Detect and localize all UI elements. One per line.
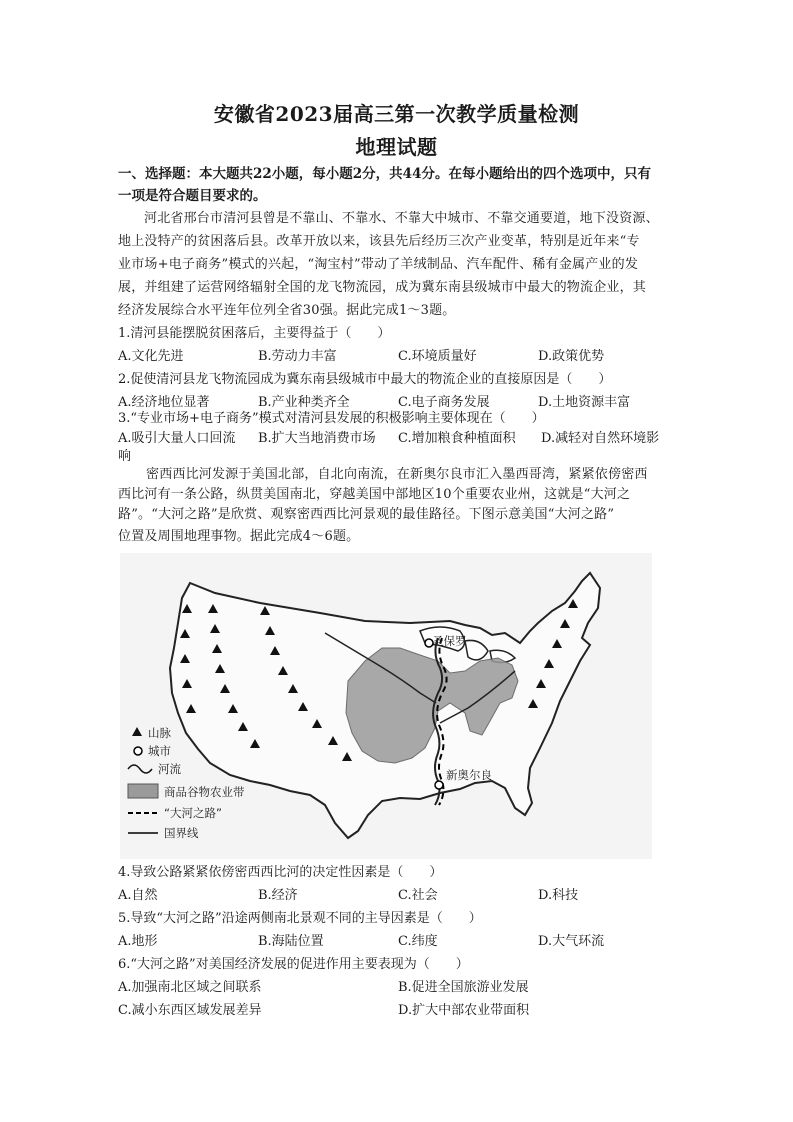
city-new-orleans-label: 新奥尔良 [446,768,492,782]
q2-option-b: B.产业种类齐全 [258,395,350,410]
legend-mountain-icon [132,727,142,736]
page-subtitle: 地理试题 [355,135,438,159]
legend-road-label: “大河之路” [164,806,222,820]
section-instruction-line1: 一、选择题：本大题共22小题，每小题2分，共44分。在每小题给出的四个选项中，只有 [118,166,651,182]
passage1-line: 经济发展综合水平连年位列全省30强。据此完成1～3题。 [118,303,456,318]
question-2-stem: 2.促使清河县龙飞物流园成为冀东南县级城市中最大的物流企业的直接原因是（ ） [118,372,612,387]
section-instruction-line2: 一项是符合题目要求的。 [118,188,267,204]
usa-map-svg [120,553,652,859]
q5-option-c: C.纬度 [398,934,438,949]
question-4-stem: 4.导致公路紧紧依傍密西西比河的决定性因素是（ ） [118,865,443,880]
q1-option-a: A.文化先进 [118,349,184,364]
q3-option-a: A.吸引大量人口回流 [118,431,236,446]
q4-option-a: A.自然 [118,888,158,903]
passage2-line: 位置及周围地理事物。据此完成4～6题。 [118,529,360,544]
q3-option-c: C.增加粮食种植面积 [398,431,516,446]
passage2-line: 西比河有一条公路，纵贯美国南北，穿越美国中部地区10个重要农业州，这就是“大河之 [118,487,631,502]
q6-option-b: B.促进全国旅游业发展 [398,980,529,995]
q3-option-d-wrap: 响 [118,449,132,464]
q1-option-d: D.政策优势 [538,349,605,364]
city-st-paul-label: 圣保罗 [432,634,467,648]
q2-option-d: D.土地资源丰富 [538,395,631,410]
question-3-stem: 3.“专业市场+电子商务”模式对清河县发展的积极影响主要体现在（ ） [118,411,545,426]
passage1-line: 河北省邢台市清河县曾是不靠山、不靠水、不靠大中城市、不靠交通要道，地下没资源、 [144,211,659,226]
q4-option-c: C.社会 [398,888,438,903]
q5-option-d: D.大气环流 [538,934,605,949]
q6-option-d: D.扩大中部农业带面积 [398,1003,530,1018]
q1-option-c: C.环境质量好 [398,349,477,364]
q4-option-b: B.经济 [258,888,298,903]
q5-option-a: A.地形 [118,934,158,949]
passage1-line: 展，并组建了运营网络辐射全国的龙飞物流园，成为冀东南县级城市中最大的物流企业，其 [118,280,647,295]
legend-city-label: 城市 [148,744,171,758]
passage2-line: 密西西比河发源于美国北部，自北向南流，在新奥尔良市汇入墨西哥湾，紧紧依傍密西 [146,467,648,482]
q3-option-d: D.减轻对自然环境影 [541,431,660,446]
q5-option-b: B.海陆位置 [258,934,324,949]
q6-option-c: C.减小东西区域发展差异 [118,1003,262,1018]
page-title: 安徽省2023届高三第一次教学质量检测 [213,102,580,126]
legend-river-label: 河流 [158,762,181,776]
passage1-line: 业市场+电子商务”模式的兴起，“淘宝村”带动了羊绒制品、汽车配件、稀有金属产业的发 [118,257,639,272]
q4-option-d: D.科技 [538,888,579,903]
q6-option-a: A.加强南北区域之间联系 [118,980,262,995]
q3-option-b: B.扩大当地消费市场 [258,431,376,446]
city-new-orleans-marker [435,781,443,789]
q1-option-b: B.劳动力丰富 [258,349,337,364]
legend-city-icon [134,747,142,755]
legend-river-icon [128,765,152,773]
legend-agri-swatch [128,784,158,798]
passage2-line: 路”。“大河之路”是欣赏、观察密西西比河景观的最佳路径。下图示意美国“大河之路” [118,507,615,522]
legend-agri-label: 商品谷物农业带 [164,785,245,799]
usa-map-figure [120,553,652,859]
question-6-stem: 6.“大河之路”对美国经济发展的促进作用主要表现为（ ） [118,957,469,972]
legend-mountain-label: 山脉 [148,726,171,740]
question-1-stem: 1.清河县能摆脱贫困落后，主要得益于（ ） [118,326,391,341]
passage1-line: 地上没特产的贫困落后县。改革开放以来，该县先后经历三次产业变革，特别是近年来“专 [118,234,640,249]
q2-option-a: A.经济地位显著 [118,395,210,410]
question-5-stem: 5.导致“大河之路”沿途两侧南北景观不同的主导因素是（ ） [118,911,482,926]
q2-option-c: C.电子商务发展 [398,395,490,410]
legend-border-label: 国界线 [164,826,199,840]
